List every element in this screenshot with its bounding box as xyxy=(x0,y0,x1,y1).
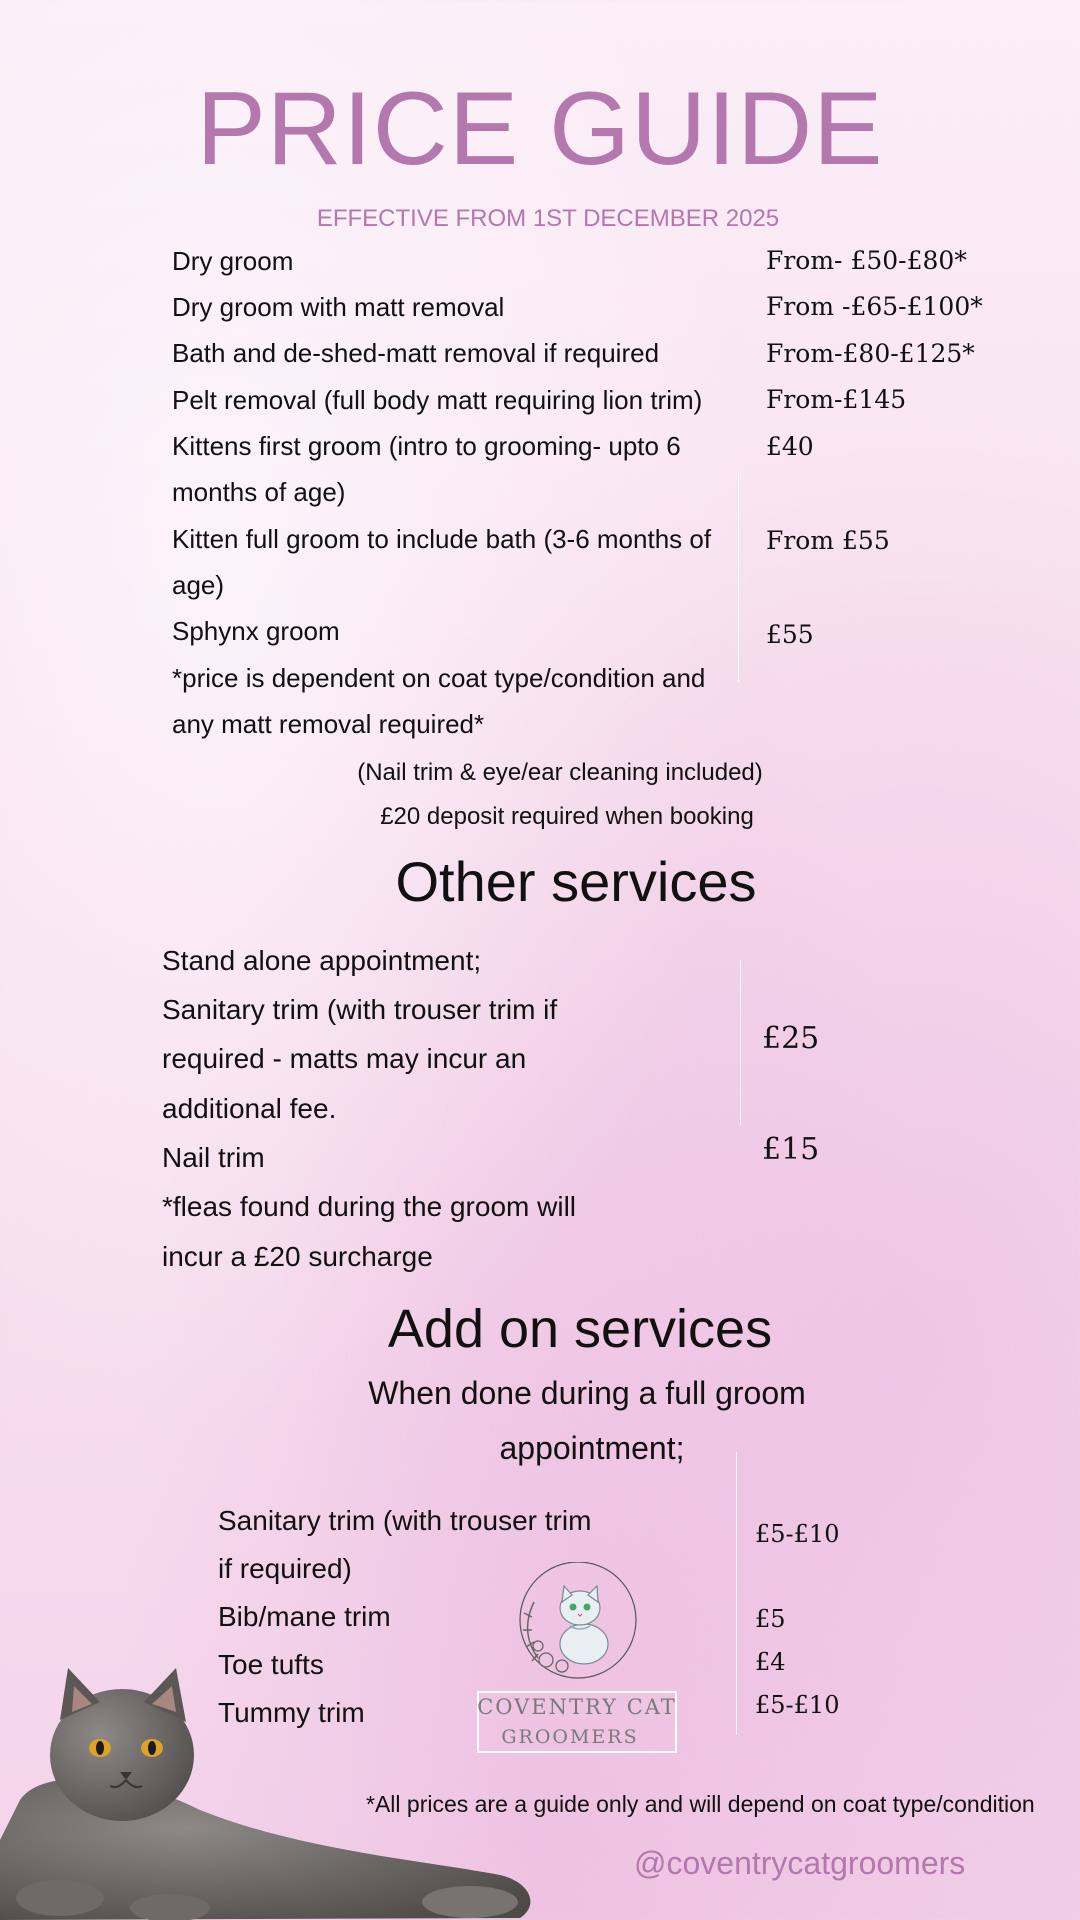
divider-line xyxy=(736,1452,737,1735)
service-price: £55 xyxy=(766,620,814,649)
service-price: From- £50-£80* xyxy=(766,246,967,275)
logo-text: COVENTRY CAT xyxy=(477,1695,677,1719)
service-label: months of age) xyxy=(172,477,346,507)
service-label: Bath and de-shed-matt removal if required xyxy=(172,338,660,368)
social-handle[interactable]: @coventrycatgroomers xyxy=(634,1845,966,1881)
service-label: Pelt removal (full body matt requiring lion trim) xyxy=(172,385,703,415)
addon-services-heading: Add on services xyxy=(387,1299,773,1359)
service-price: From -£65-£100* xyxy=(766,292,983,321)
flea-note: incur a £20 surcharge xyxy=(162,1241,433,1272)
other-sanitary-label: additional fee. xyxy=(162,1093,337,1124)
british-shorthair-cat-image xyxy=(0,1660,540,1920)
service-label: Dry groom xyxy=(172,246,294,276)
addon-label: Sanitary trim (with trouser trim xyxy=(218,1505,592,1536)
cat-photo xyxy=(0,1660,540,1920)
addon-price: £5-£10 xyxy=(755,1520,840,1548)
addon-label: if required) xyxy=(218,1553,352,1584)
page-title: PRICE GUIDE xyxy=(196,71,884,187)
logo-text: GROOMERS xyxy=(501,1726,639,1748)
nail-trim-price: £15 xyxy=(762,1132,820,1167)
addon-subheading: appointment; xyxy=(499,1430,685,1466)
effective-date: EFFECTIVE FROM 1ST DECEMBER 2025 xyxy=(316,205,780,232)
service-price: From £55 xyxy=(766,526,890,555)
included-note: (Nail trim & eye/ear cleaning included) xyxy=(357,759,763,786)
other-sanitary-price: £25 xyxy=(762,1021,820,1056)
addon-price: £5 xyxy=(755,1605,786,1633)
addon-price: £5-£10 xyxy=(755,1691,840,1719)
service-label: Dry groom with matt removal xyxy=(172,292,505,322)
deposit-note: £20 deposit required when booking xyxy=(380,803,754,830)
other-intro: Stand alone appointment; xyxy=(162,945,482,976)
addon-label: Bib/mane trim xyxy=(218,1601,391,1632)
disclaimer: *All prices are a guide only and will depend on coat type/condition xyxy=(366,1791,1035,1817)
nail-trim-label: Nail trim xyxy=(162,1142,265,1173)
addon-label: Toe tufts xyxy=(218,1649,324,1680)
addon-label: Tummy trim xyxy=(218,1697,365,1728)
service-label: Sphynx groom xyxy=(172,616,340,646)
addon-subheading: When done during a full groom xyxy=(368,1375,806,1411)
service-price: From-£80-£125* xyxy=(766,339,975,368)
other-services-heading: Other services xyxy=(395,850,757,913)
other-sanitary-label: Sanitary trim (with trouser trim if xyxy=(162,994,558,1025)
addon-price: £4 xyxy=(755,1648,786,1676)
price-note: any matt removal required* xyxy=(172,709,485,739)
other-sanitary-label: required - matts may incur an xyxy=(162,1043,527,1074)
divider-line xyxy=(738,472,739,682)
flea-note: *fleas found during the groom will xyxy=(162,1191,577,1222)
service-price: £40 xyxy=(766,432,814,461)
service-label: age) xyxy=(172,570,225,600)
service-label: Kittens first groom (intro to grooming- upto 6 xyxy=(172,431,681,461)
divider-line xyxy=(740,960,741,1125)
price-note: *price is dependent on coat type/condition and xyxy=(172,663,706,693)
service-price: From-£145 xyxy=(766,385,907,414)
service-label: Kitten full groom to include bath (3-6 months of xyxy=(172,524,712,554)
